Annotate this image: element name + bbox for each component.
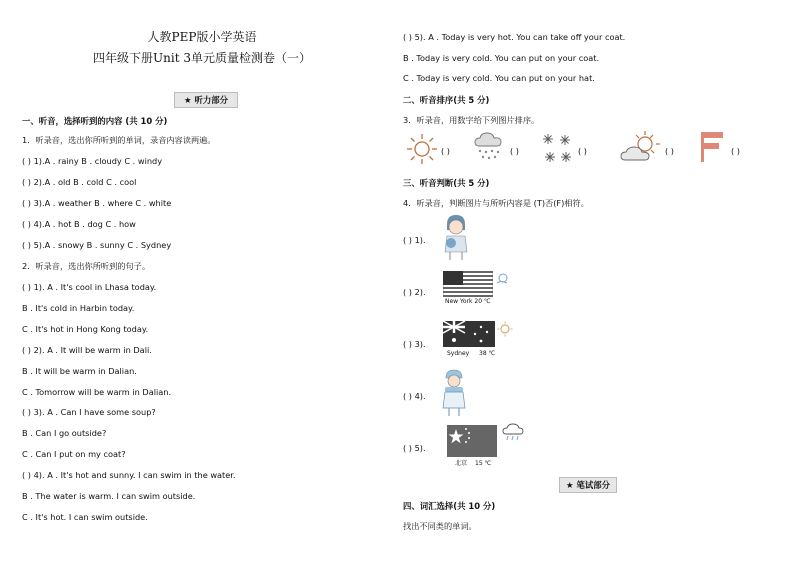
q4-item-4: ( ) 4). xyxy=(403,391,426,401)
q1-item-1: ( ) 1).A . rainy B . cloudy C . windy xyxy=(22,156,163,166)
q1-item-5: ( ) 5).A . snowy B . sunny C . Sydney xyxy=(22,240,172,250)
title-line-2: 四年级下册Unit 3单元质量检测卷（一） xyxy=(93,51,311,65)
q3-paren-1: ( ) xyxy=(441,146,450,156)
rain-weather-icon xyxy=(501,423,525,443)
q2-line-4: ( ) 2). A . It will be warm in Dali. xyxy=(22,345,152,355)
sun-cloud-icon xyxy=(619,130,661,166)
snowflakes-icon xyxy=(539,130,575,166)
q4-item-3: ( ) 3). xyxy=(403,339,426,349)
q3-paren-4: ( ) xyxy=(665,146,674,156)
sun-icon xyxy=(405,132,439,166)
section-4-heading: 四、词汇选择(共 10 分) xyxy=(403,501,496,511)
q2-line-12: C . It's hot. I can swim outside. xyxy=(22,512,148,522)
q2-line-10: ( ) 4). A . It's hot and sunny. I can swim in the water. xyxy=(22,470,236,480)
cool-weather-icon xyxy=(495,271,511,287)
wind-flag-icon xyxy=(699,130,727,164)
china-flag-icon xyxy=(447,425,497,457)
section-3-heading: 三、听音判断(共 5 分) xyxy=(403,178,490,188)
q1-item-2: ( ) 2).A . old B . cold C . cool xyxy=(22,177,137,187)
q2-line-5: B . It will be warm in Dalian. xyxy=(22,366,137,376)
q4-caption-4: 北京 xyxy=(455,460,468,467)
q3-instruction: 3．听录音，用数字给下列图片排序。 xyxy=(403,115,540,125)
q2-line-1: ( ) 1). A . It's cool in Lhasa today. xyxy=(22,282,157,292)
q2-line-2: B . It's cold in Harbin today. xyxy=(22,303,135,313)
q1-item-4: ( ) 4).A . hot B . dog C . how xyxy=(22,219,136,229)
q2-line-6: C . Tomorrow will be warm in Dalian. xyxy=(22,387,172,397)
q4-item-5: ( ) 5). xyxy=(403,443,426,453)
cold-child-icon xyxy=(439,368,469,418)
q1-item-3: ( ) 3).A . weather B . where C . white xyxy=(22,198,172,208)
section-2-heading: 二、听音排序(共 5 分) xyxy=(403,95,490,105)
q4-caption-1: New York 20 ℃ xyxy=(445,298,491,305)
usa-flag-icon xyxy=(443,271,493,297)
q5-instruction: 找出不同类的单词。 xyxy=(403,521,477,531)
q4-caption-2: Sydney xyxy=(447,350,470,357)
q4-item-2: ( ) 2). xyxy=(403,287,426,297)
q2-item5-line-a: ( ) 5). A . Today is very hot. You can take off your coat. xyxy=(403,32,626,42)
q2-line-11: B . The water is warm. I can swim outside. xyxy=(22,491,196,501)
q2-line-3: C . It's hot in Hong Kong today. xyxy=(22,324,149,334)
q1-instruction: 1．听录音，选出你所听到的单词，录音内容读两遍。 xyxy=(22,135,216,145)
q2-item5-line-c: C . Today is very cold. You can put on your hat. xyxy=(403,73,595,83)
australia-flag-icon xyxy=(443,321,495,347)
q2-instruction: 2．听录音，选出你所听到的句子。 xyxy=(22,261,151,271)
sunny-weather-icon xyxy=(497,321,513,337)
q2-line-7: ( ) 3). A . Can I have some soup? xyxy=(22,407,156,417)
q4-instruction: 4．听录音，判断图片与所听内容是 (T)否(F)相符。 xyxy=(403,198,589,208)
q2-item5-line-b: B . Today is very cold. You can put on your coat. xyxy=(403,53,600,63)
q3-paren-3: ( ) xyxy=(578,146,587,156)
q4-item-1: ( ) 1). xyxy=(403,235,426,245)
rain-cloud-icon xyxy=(471,130,507,164)
q3-paren-5: ( ) xyxy=(731,146,740,156)
q2-line-8: B . Can I go outside? xyxy=(22,428,107,438)
hot-girl-icon xyxy=(437,212,475,262)
section-1-heading: 一、听音，选择听到的内容 (共 10 分) xyxy=(22,116,168,126)
q2-line-9: C . Can I put on my coat? xyxy=(22,449,126,459)
listening-banner: ★ 听力部分 xyxy=(174,92,238,108)
q4-caption-3: 38 ℃ xyxy=(479,350,496,357)
q4-caption-5: 15 ℃ xyxy=(475,460,492,467)
title-line-1: 人教PEP版小学英语 xyxy=(147,30,257,44)
writing-banner: ★ 笔试部分 xyxy=(559,477,617,493)
q3-paren-2: ( ) xyxy=(510,146,519,156)
